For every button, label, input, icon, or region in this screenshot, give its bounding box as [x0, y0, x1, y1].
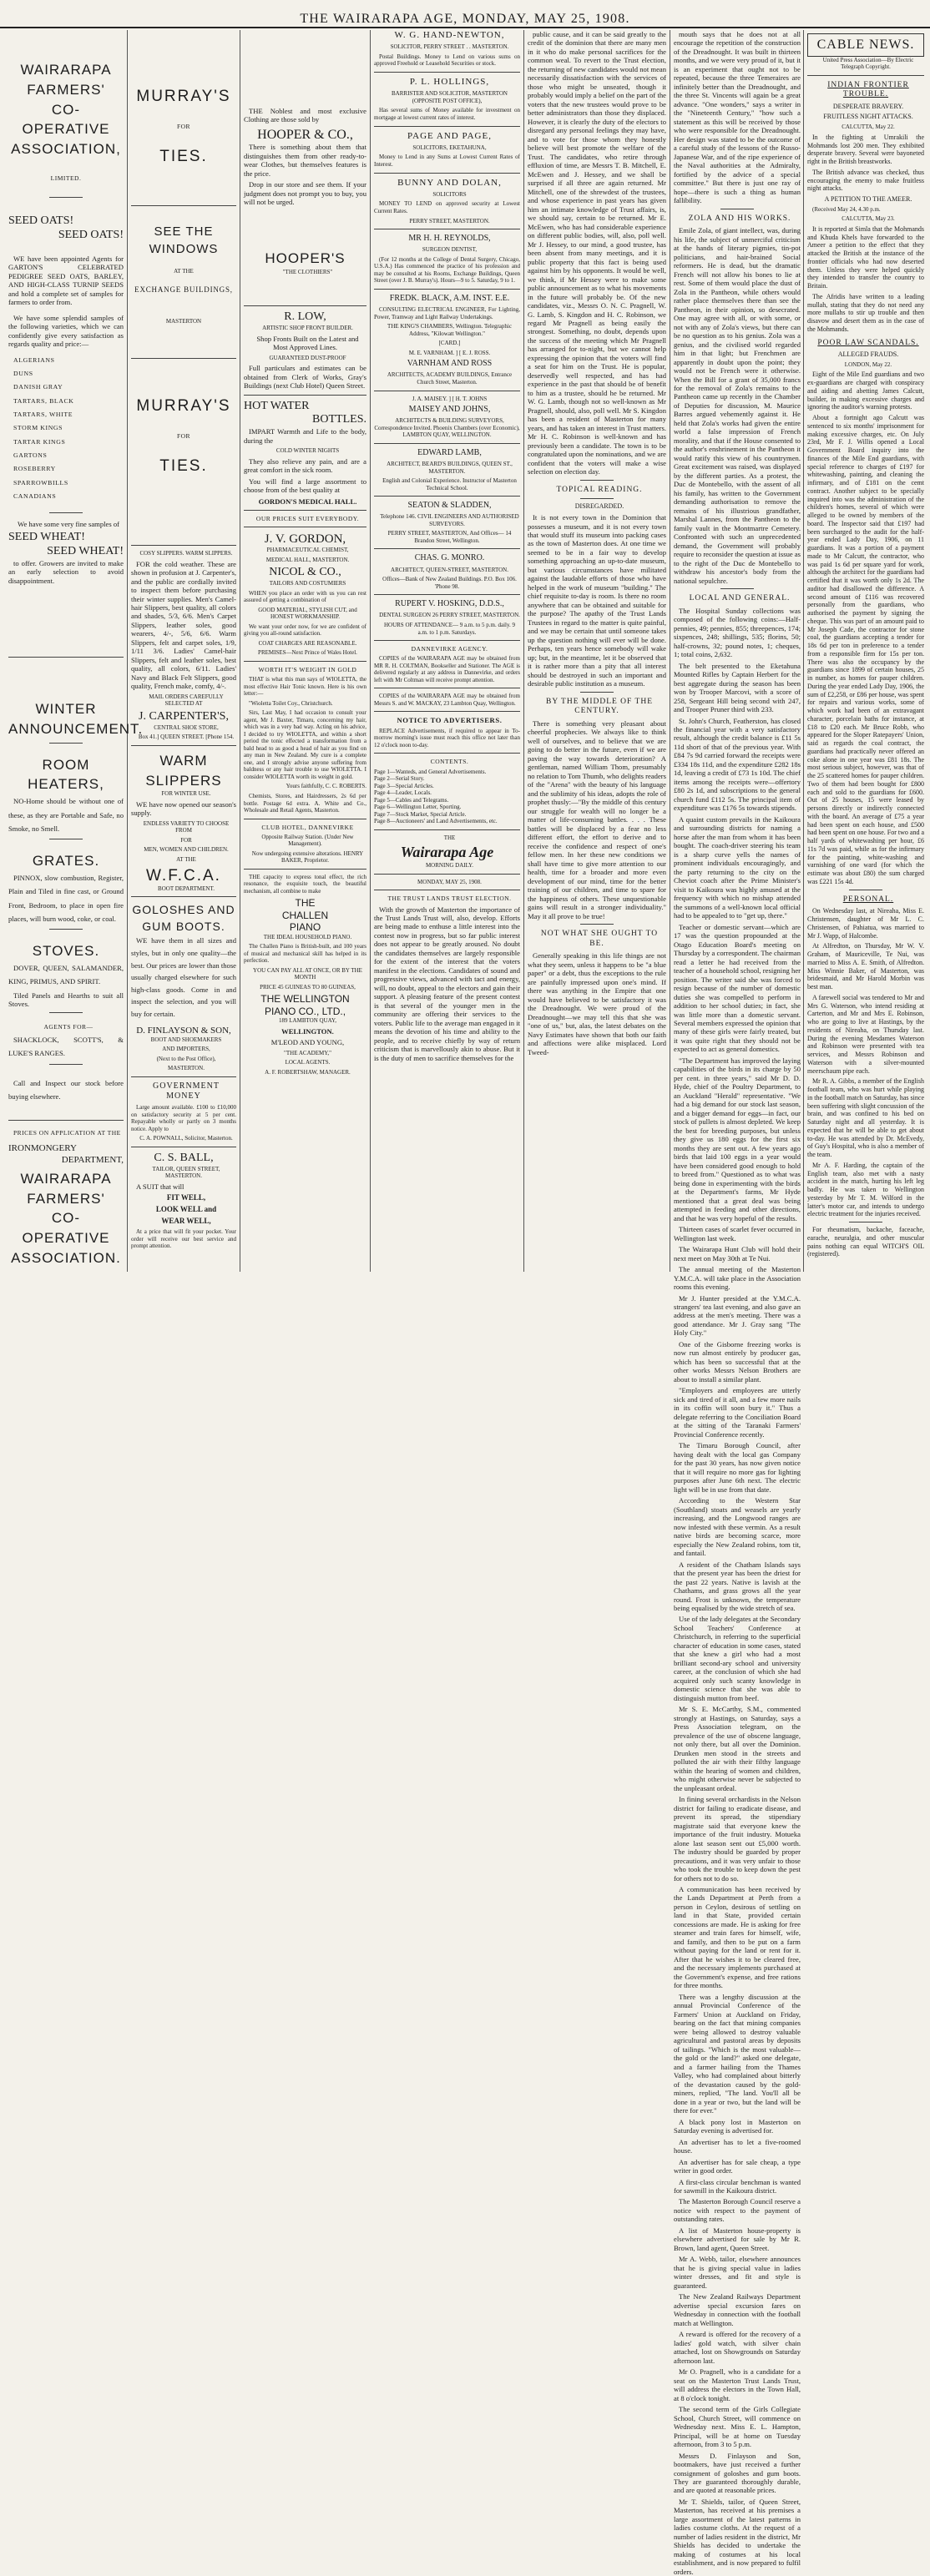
- local-note: A reward is offered for the recovery of a ladies' gold watch, with silver chain attached, lost on Showgrounds on Saturday afternoon last.: [674, 2330, 801, 2365]
- article-body: mouth says that he does not at all encourage the repetition of the construction of the Dreadnought. It was built in thirteen months, and we were very proud of it, but it is an experiment that ought not to be repeated, because the three Temeraires are infinitely better than the Dreadnought, and the three St. Vincents will again be a great advance. "One wonders," says a writer in the "Nineteenth Century," "how such a statement as this will be received by those who were responsible for the Dreadnought. Her design was stated to be the outcome of a careful study of the lessons of the Russo-Japanese War, and of the ripe experience of the Naval authorities at the Admiralty, fortified by the advice of a special committee." But there is just one ray of hope—there is such a thing as human fallibility.: [674, 30, 801, 205]
- piano-heading: PIANO: [289, 921, 321, 934]
- ought-heading: NOT WHAT SHE OUGHT TO BE.: [540, 930, 659, 948]
- slippers-heading: SLIPPERS: [145, 772, 222, 789]
- oats-body: We have some splendid samples of the following varieties, which we can confidently give every satisfaction as regards quality and price:—: [8, 313, 124, 349]
- personal-body: Mr R. A. Gibbs, a member of the English football team, who was hurt while playing in the football match on Saturday, has since been suffering with slight concussion of the brain, and was confined to his bed on Saturday night and all yesterday. It is expected that he will be able to get about to-day. He was attended by Dr. McEvedy, of Guy's Hospital, who is also a member of the team.: [807, 1077, 924, 1159]
- column-rule: [127, 30, 128, 1272]
- column-1: [8, 30, 144, 1272]
- worth-quote: "Wioletta Toilet Coy., Christchurch.: [249, 699, 333, 707]
- wfca-title-line: CO-OPERATIVE: [22, 1210, 110, 1247]
- room-heaters-heading: ROOM HEATERS,: [28, 756, 104, 793]
- local-note: Messrs D. Finlayson and Son, bootmakers, have just received a further consignment of goloshes and gum boots. They are guaranteed thoroughly durable, and are quoted at reasonable prices.: [674, 2451, 801, 2495]
- ball-sub: TAILOR, QUEEN STREET, MASTERTON.: [152, 1165, 220, 1180]
- cable-news-box: [807, 33, 924, 57]
- contents-item: Page 7—Stock Market, Special Article.: [374, 810, 467, 818]
- wfca-title-line: WAIRARAPA: [20, 62, 112, 78]
- notice-heading: NOTICE TO ADVERTISERS.: [397, 716, 503, 725]
- hoopers-heading: HOOPER'S: [265, 250, 346, 266]
- club-heading: CLUB HOTEL, DANNEVIRKE: [261, 823, 354, 831]
- contents-item: Page 1—Wanteds, and General Advertisements.: [374, 768, 487, 775]
- dateline: LONDON, May 22.: [844, 360, 892, 368]
- card-label: [CARD.]: [438, 340, 461, 347]
- oat-varieties: [8, 354, 124, 504]
- black-heading: FREDK. BLACK, A.M. INST. E.E.: [389, 293, 510, 303]
- hooper-body: Drop in our store and see them. If your judgment does not prompt you to buy, you will not be urged.: [244, 180, 366, 207]
- article-body: There is something very pleasant about cheerful prophecies. We always like to think well of ourselves, and to believe that we are going to do better in the future, even if we are paving the way towards deterioration? A gentleman, named William Thom, presumably no relation to Tom Thumb, who delights readers of the "Arena" with the beauty of his language and the sublimity of his ideas, adopts the role of prophet thusly:—"By the middle of this century our struggle for wealth will no longer be a matter of life-consuming battles. . . . These battles will be displaced by a fear no less different effort, the effort to derive and to receive the confidence and respect of one's fellow men. In her these new conditions we shall have time to give more attention to our health, time for a broader and more even development of our mind, time for the better training of our children, and time to spare for the happiness of others. These unquestionable gains will result in a stronger individuality." May it all prove to be true!: [528, 718, 666, 920]
- exchange-label: EXCHANGE BUILDINGS,: [134, 285, 233, 294]
- bunny-body: MONEY TO LEND on approved security at Lowest Current Rates.: [374, 200, 520, 214]
- column-8: [807, 30, 924, 1272]
- local-general-heading: LOCAL AND GENERAL.: [689, 594, 791, 603]
- stoves-heading: STOVES.: [32, 943, 100, 960]
- page-heading: PAGE AND PAGE,: [407, 130, 492, 141]
- mleod-line: M'LEOD AND YOUNG,: [270, 1038, 345, 1047]
- local-note: One of the Gisborne freezing works is now run almost entirely by producer gas, which has been so successful that at the other works Messrs Nelson Brothers are about to install a similar plant.: [674, 1339, 801, 1384]
- men-women-children: MEN, WOMEN AND CHILDREN.: [144, 846, 229, 854]
- reynolds-heading: MR H. H. REYNOLDS,: [408, 234, 491, 244]
- finlayson-line: AND IMPORTERS,: [162, 1046, 210, 1053]
- monro-line: ARCHITECT, QUEEN-STREET, MASTERTON.: [391, 566, 508, 573]
- warm-heading: WARM: [159, 752, 208, 769]
- club-line: Opposite Railway Station. (Under New Management).: [261, 833, 354, 848]
- contents-list: [374, 769, 520, 825]
- gum-body: WE have them in all sizes and styles, but in only one quality—the best. Our prices are lower than those usually charged elsewhere for such high-class goods. Come in and inspect the selection, and you will buy for certain.: [131, 936, 236, 1019]
- chambers-line: THE KING'S CHAMBERS, Wellington. Telegraphic Address, "Kilowatt Wellington.": [387, 323, 512, 337]
- ironmongery-label: IRONMONGERY: [8, 1143, 77, 1154]
- local-note: "Employers and employees are utterly sick and tired of it all, and a few more nails in its coffin will soon bury it." Thus a delegate referring to the Conciliation Board at the sitting of the Taranaki Farmers' Provincial Conference recently.: [674, 1386, 801, 1439]
- warm-body: WE have now opened our season's supply.: [131, 799, 236, 818]
- personal-body: On Wednesday last, at Nireaha, Miss E. Christensen, daughter of Mr L. C. Christensen, of Pahiatua, was married to Mr J. Wapp, of Halcombe.: [807, 907, 924, 940]
- seed-wheat-heading: SEED WHEAT!: [8, 531, 85, 543]
- wfca-ad-top: [8, 60, 124, 585]
- worth-body: Chemists, Stores, and Hairdressers, 2s 6d per bottle. Postage 6d extra. A. White and Co., Wholesale and Retail Agents, Masterton.: [244, 793, 366, 814]
- local-note: Use of the lady delegates at the Secondary School Teachers' Conference at Christchurch, in referring to the superficial character of education in some cases, stated that she knew a girl who had a most brilliant second-ary school and university career, at the conclusion of which she had acquired only such scanty knowledge in domestic science that she was able to distinguish mutton from beef.: [674, 1615, 801, 1702]
- disregarded-heading: DISREGARDED.: [574, 502, 624, 511]
- local-note: The New Zealand Railways Department advertise special excursion fares on Wednesday in connection with the football match at Wellington.: [674, 2292, 801, 2327]
- cosy-body: FOR the cold weather. These are shown in profusion at J. Carpenter's, and the public are cordially invited to inspect them before purchasing their winter supplies. Men's Camel-hair Slippers, best quality, all colors and shades, 5/3, 6/6. Men's Carpet Slippers, leather soles, good wearers, 4/-, 5/6, 6/6. Warm Slippers, felt and carpet soles, 1/9, 1/11 3/6. Ladies' Camel-hair Slippers, felt and leather soles, best quality, all colors, 6/11. Ladies' Navy and Black Felt Slippers, good quality, French make, comfy, 4/-.: [131, 559, 236, 691]
- nicol-heading: NICOL & CO.,: [269, 566, 341, 579]
- at-the-label: AT THE: [176, 855, 196, 863]
- worth-heading: WORTH IT'S WEIGHT IN GOLD: [258, 665, 357, 673]
- variety-item: ROSEBERRY: [13, 465, 56, 473]
- dust-proof: GUARANTEED DUST-PROOF: [269, 354, 346, 361]
- page-body: Money to Lend in any Sums at Lowest Current Rates of Interest.: [374, 154, 520, 168]
- finlayson-line: (Next to the Post Office),: [156, 1055, 216, 1062]
- trust-body: With the growth of Masterton the importance of the Trust Lands Trust will, also, develop. Efforts are being made to enthuse a little interest into the contest now in progress, but so far public interest does not appear to be greatly aroused. No doubt the candidates themselves are largely responsible for the extent of the interest that the voters manifest in the elections. Candidates of sound and progressive views, advanced with tact and energy, will, no doubt, appeal to the electors and gain their support. A pleasing feature of the present contest is that several of the younger men in the community are offering their services to the voters. Public life to the average man engaged in it means the devotion of his time and ability to the people, and to receive chiefly by way of return criticism that is marvellously akin to abuse. But it is the duty of men to sacrifice themselves for the: [374, 905, 520, 1062]
- local-note: The Wairarapa Hunt Club will hold their next meet on May 30th at Te Nui.: [674, 1245, 801, 1263]
- agents-label: AGENTS FOR—: [43, 1022, 94, 1031]
- nicol-line: COAT CHARGES ARE REASONABLE.: [258, 639, 357, 647]
- wfca-title-line: FARMERS': [27, 81, 105, 98]
- column-2: [131, 30, 236, 1272]
- price-range: PRICE 45 GUINEAS TO 80 GUINEAS,: [260, 983, 356, 991]
- ideal-piano: THE IDEAL HOUSEHOLD PIANO.: [263, 933, 352, 940]
- morning-daily: MORNING DAILY.: [425, 862, 474, 870]
- poorlaw-heading: POOR LAW SCANDALS.: [817, 338, 919, 347]
- finlayson-line: BOOT AND SHOEMAKERS: [150, 1036, 222, 1043]
- contents-item: Page 2—Serial Story.: [374, 775, 425, 783]
- seed-oats-heading: SEED OATS!: [58, 228, 124, 241]
- contents-heading: CONTENTS.: [430, 758, 469, 766]
- wheat-body: to offer. Growers are invited to make an early selection to avoid disappointment.: [8, 558, 124, 585]
- contents-item: Page 6—Wellington Letter, Sporting.: [374, 804, 462, 811]
- low-sub: ARTISTIC SHOP FRONT BUILDER.: [262, 325, 353, 332]
- contents-item: Page 8—Auctioneers' and Land Advertisements, etc.: [374, 818, 498, 825]
- article-body: The belt presented to the Eketahuna Mounted Rifles by Captain Herbert for the best aggregate during the season has been won by Trooper Marcovi, with a score of 258, Sergeant Hill being second with 247, and Trooper Pruner third with 233.: [674, 661, 801, 714]
- pay-once: YOU CAN PAY ALL AT ONCE, OR BY THE MONTH: [253, 966, 362, 981]
- see-windows-heading: SEE THE WINDOWS: [149, 224, 219, 256]
- challen-heading: CHALLEN: [281, 909, 329, 921]
- lamb-heading: EDWARD LAMB,: [417, 447, 482, 457]
- endless-variety: ENDLESS VARIETY TO CHOOSE FROM: [143, 819, 230, 834]
- witchs-oil-ad: For rheumatism, backache, faceache, earache, neuralgia, and other muscular pains nothing can equal WITCH'S OIL (registered).: [807, 1226, 924, 1258]
- middle-century-heading: BY THE MIDDLE OF THE CENTURY.: [545, 697, 654, 716]
- hot-water-heading: HOT WATER: [244, 399, 310, 412]
- nicol-line: TAILORS AND COSTUMIERS: [269, 580, 346, 587]
- varnham-heading: VARNHAM AND ROSS: [407, 359, 493, 369]
- agents-body: SHACKLOCK, SCOTT'S, & LUKE'S RANGES.: [8, 1035, 124, 1058]
- local-note: Mr A. Webb, tailor, elsewhere announces that he is giving special value in ladies winter dresses, and fit and style is guaranteed.: [674, 2255, 801, 2290]
- prices-text: PRICES ON APPLICATION AT THE: [13, 1129, 121, 1137]
- limited-label: LIMITED.: [50, 174, 82, 182]
- variety-item: ALGERIANS: [13, 355, 55, 364]
- local-note: Thirteen cases of scarlet fever occurred in Wellington last week.: [674, 1225, 801, 1243]
- grates-heading: GRATES.: [32, 853, 100, 870]
- department-label: DEPARTMENT,: [61, 1154, 124, 1165]
- variety-item: DANISH GRAY: [13, 383, 63, 391]
- newton-body: Postal Buildings. Money to Lend on various sums on approved Freehold or Leasehold Securities or stock.: [374, 53, 520, 68]
- murrays-heading: MURRAY'S: [136, 88, 231, 105]
- prices-suit: OUR PRICES SUIT EVERYBODY.: [255, 515, 360, 523]
- column-3: [244, 30, 366, 1272]
- variety-item: GARTONS: [13, 451, 48, 460]
- personal-body: A farewell social was tendered to Mr and Mrs G. Waterson, who intend residing at Carterton, and Mr and Mrs E. Robinson, who are going to live at Hastings, by the residents of Nireaha, on Thursday last. During the evening Mesdames Waterson and Robinson were presented with tea services, and Messrs Robinson and Waterson with a silver-mounted meerschaum pipe each.: [807, 993, 924, 1075]
- maisey-heading: MAISEY AND JOHNS,: [408, 405, 491, 415]
- ties-heading: TIES.: [159, 148, 208, 166]
- bottles-body: IMPART Warmth and Life to the body, during the: [244, 427, 366, 445]
- masterton-label: MASTERTON: [165, 317, 202, 325]
- fruitless-sub: FRUITLESS NIGHT ATTACKS.: [823, 113, 913, 121]
- cable-body: It is reported at Simla that the Mohmands and Khuda Khels have forwarded to the Ameer a petition to the effect that they attacked the British at the instance of the frontier officials who had now deserted them. Unless they were helped quickly they intended to transfer the country to Britain.: [807, 224, 924, 290]
- hosking-line: HOURS OF ATTENDANCE— 9 a.m. to 5 p.m. daily. 9 a.m. to 1 p.m. Saturdays.: [383, 621, 516, 636]
- gordon-line: MEDICAL HALL, MASTERTON.: [265, 556, 350, 563]
- trust-heading: THE TRUST LANDS TRUST ELECTION.: [387, 895, 512, 903]
- the-label: THE: [443, 834, 456, 841]
- carpenter-heading: J. CARPENTER'S,: [139, 709, 229, 723]
- newton-heading: W. G. HAND-NEWTON,: [394, 30, 505, 40]
- local-agents: LOCAL AGENTS.: [285, 1059, 331, 1066]
- wfca-title-line: ASSOCIATION,: [11, 141, 121, 158]
- finlayson-line: MASTERTON.: [168, 1065, 205, 1072]
- winter-use: FOR WINTER USE.: [161, 790, 211, 798]
- cold-nights: COLD WINTER NIGHTS: [275, 447, 340, 455]
- variety-item: STORM KINGS: [13, 424, 63, 432]
- at-the-label: AT THE: [174, 268, 194, 275]
- hooper-body: THE Noblest and most exclusive Clothing are those sold by: [244, 107, 366, 124]
- bravery-sub: DESPERATE BRAVERY.: [832, 102, 904, 110]
- suit-text: A SUIT that will: [136, 1182, 184, 1191]
- ball-heading: C. S. BALL,: [154, 1152, 214, 1164]
- column-rule: [803, 30, 804, 1272]
- article-body: It is not every town in the Dominion that possesses a museum, and it is not every town that would stuff its museum into packing cases as the town of Masterton does. At one time we seemed to be in a fair way to develop something approaching an up-to-date museum, but various circumstances have militated against the laudable efforts of those who have helped in the work of museum "building." The chief requisite to-day is room. Is there no room anywhere that can be obtained and suitable for the purpose? The apathy of the Trust Lands Trustees in regard to the matter is quite painful, and we may be certain that until someone takes up the question nothing will ever will be done. Perhaps, ten years hence somebody will wake up; but, in the meantime, let it be observed that it is rather more than a pity that all interest should be destroyed in such an important and desirable public institution as a museum.: [528, 513, 666, 688]
- murrays-ad: [131, 30, 236, 180]
- monro-line: Offices—Bank of New Zealand Buildings. P.O. Box 106. 'Phone 98.: [382, 576, 517, 590]
- copies-body: COPIES of the WAIRARAPA AGE may be obtained from MR R. H. COLTMAN, Bookseller and Stationer. The AGE is delivered regularly at any address in Dannevirke, and orders left with Mr Coltman will receive prompt attention.: [374, 655, 520, 683]
- topical-heading: TOPICAL READING.: [556, 485, 643, 494]
- monro-heading: CHAS. G. MONRO.: [414, 553, 485, 563]
- clothiers-label: "THE CLOTHIERS": [282, 268, 333, 275]
- hosking-line: DENTAL SURGEON 26 PERRY STREET, MASTERTON.: [379, 612, 520, 619]
- bunny-line: PERRY STREET, MASTERTON.: [409, 217, 490, 224]
- column-rule: [523, 30, 524, 1272]
- cable-news-heading: CABLE NEWS.: [816, 38, 915, 52]
- contents-item: Page 4—Leader, Locals.: [374, 789, 432, 797]
- alleged-sub: ALLEGED FRAUDS.: [837, 350, 899, 359]
- personal-body: At Alfredton, on Thursday, Mr W. V. Graham, of Mauriceville, Te Nui, was married to Miss A. E. Smith, of Alfredton. Miss Winnie Baker, of Masterton, was bridesmaid, and Mr Harold Morbin was best man.: [807, 942, 924, 991]
- call-text: Call and Inspect our stock before buying elsewhere.: [8, 1078, 124, 1101]
- govt-money-heading: GOVERNMENT MONEY: [153, 1081, 220, 1101]
- varnham-line: ARCHITECTS, ACADEMY BUILDINGS, Entrance Church Street, Masterton.: [387, 371, 513, 386]
- for-label: FOR: [176, 432, 191, 441]
- column-5: [528, 30, 666, 1272]
- masthead: THE WAIRARAPA AGE, MONDAY, MAY 25, 1908.: [0, 0, 930, 28]
- wpc-heading: THE WELLINGTON PIANO CO., LTD.,: [260, 993, 350, 1017]
- cable-body: About a fortnight ago Calcutt was sentenced to six months' imprisonment for making excessive charges, etc. On July 23rd, Mr F. J. Willis opened a Local Government Board inquiry into the finances of the Mile End guardians, with special reference to charges of £197 for whitewashing, painting, and cleaning the infirmary, and of £181 on the cemt contract. Another subject to be specially inquired into was the administration of the children's homes, several of which were alleged to be owned by members of the board. The Inspector said that £197 had been surcharged to the audit for the half-year ended Lady Day, 1906, on 11 guardians. It was a portion of a payment made to Mr Calcutt, the contractor, who was paid 1s 6d per square yard for work, although the architect for the guardians had certified that it was worth only 1s 2d. The auditor had disallowed the difference. A second amount of £116 was recovered personally from the guardians, who authorised the payment by signing the cheque. This was part of an amount paid to Mr Joseph Cade, the contractor for stone coal, the guardians accepting a tender for 18s 6d per ton in preference to a tender from a responsible firm for 15s per ton. There was also the occupancy by the guardians since 1899 of certain houses, 25 in number, as homes for pauper children. During the year ended Lady Day, 1906, the sum of £2,258, or £86 per house, was spent for repairs and various works, some of which work had been of an extravagant character, porcelain baths for instance, at £18 to £20 each. Mr Bruce Robb, who appeared for the Sloper Ratepayers' Union, said as regards the coal contract, the guardians had practically never offered an coke alone in one year was £81 18s. The most serious subject, however, was that of the 25 scattered homes for pauper children. Two of them had been bought for £800 each and sold to the guardians for £600. Out of 25 houses, 15 were leased by persons directly or indirectly connected with the board. An average of £75 a year had been spent on each house, and £500 had been spent on one house. For two and a half yards of whitewashing per hour, £6 11s 7d was paid, while as for the infirmary for the painting, white-washing and varnishing of one ward (for which the estimate was about £80) the sum charged was £221 15s 4d.: [807, 414, 924, 885]
- wpc-line: 189 LAMBTON QUAY,: [279, 1017, 336, 1025]
- worth-sign: Yours faithfully, C. C. ROBERTS.: [286, 783, 366, 790]
- hosking-heading: RUPERT V. HOSKING, D.D.S.,: [395, 599, 504, 609]
- murrays-ad-2: [131, 363, 236, 505]
- stoves-body: Tiled Panels and Hearths to suit all Stoves.: [8, 991, 124, 1009]
- issue-date: MONDAY, MAY 25, 1908.: [417, 878, 482, 885]
- cosy-heading: COSY SLIPPERS. WARM SLIPPERS.: [139, 550, 233, 557]
- cable-body: The British advance was checked, thus encouraging the enemy to make fruitless night attacks.: [807, 168, 924, 193]
- bunny-heading: BUNNY AND DOLAN,: [397, 177, 502, 188]
- local-note: In fining several orchardists in the Nelson district for failing to eradicate disease, and prevent its spread, the stipendiary magistrate said that everyone knew the importance of the fruit industry. Motueka alone last season sent out £5,000 worth. The industry should be guarded by proper precautions, and it was very unfair to those who took the trouble to keep down the pest for others not to do so.: [674, 1795, 801, 1883]
- hollings-heading: P. L. HOLLINGS,: [409, 77, 490, 87]
- club-line: Now undergoing extensive alterations. HENRY BAKER, Proprietor.: [251, 849, 364, 865]
- variety-item: SPARROWBILLS: [13, 478, 68, 486]
- gum-boots-heading: GUM BOOTS.: [142, 919, 225, 933]
- winter-heading: WINTER: [35, 701, 97, 718]
- piano-body: THE capacity to express tonal effect, the rich resonance, the exquisite touch, the beautiful mechanism, all combine to make: [244, 873, 366, 895]
- article-body: "The Department has improved the laying capabilities of the birds in its charge by 50 per cent. in three years," said Mr D. D. Hyde, chief of the Poultry Department, to an Auckland "Herald" representative. "We had a big demand for our stock last season, and a bigger demand for eggs—in fact, our stock of pullets is almost depleted. We keep the best for breeding purposes, but unless they give us 180 eggs for the first six months they are sent out. A few years ago birds that laid 100 eggs in a year would have been considered good enough to hold to breed from." Questioned as to what was being done in experimenting with the birds at the Department's farms, Mr Hyde mentioned that a great deal was being attempted in feeding and other directions, and that he was very hopeful of the results.: [674, 1056, 801, 1222]
- hollings-line: BARRISTER AND SOLICITOR, MASTERTON (OPPOSITE POST OFFICE),: [392, 90, 508, 104]
- wfca-title-line: ASSOCIATION.: [11, 1249, 121, 1266]
- finlayson-heading: D. FINLAYSON & SON,: [136, 1025, 231, 1036]
- notice-body: REPLACE Advertisements, if required to appear in To-morrow morning's issue must reach this office not later than 12 o'clock noon to-day.: [374, 727, 520, 749]
- maisey-line: ARCHITECTS & BUILDING SURVEYORS, Correspondence Invited. Phoenix Chambers (over Economic), LAMBTON QUAY, WELLINGTON.: [374, 417, 520, 439]
- article-body: The Hospital Sunday collections was composed of the following coins:—Half-pennies, 49; pennies, 855; threepences, 174; sixpences, 248; shillings, 535; florins, 50; half-crowns, 32; pound notes, 1; cheques, 1; total coins, 2,632.: [674, 606, 801, 659]
- govt-body: Large amount available. £100 to £10,000 on satisfactory security at 5 per cent. Repayable wholly or partly on 3 months notice. Apply to: [131, 1104, 236, 1132]
- grates-body: PINNOX, slow combustion, Register, Plain and Tiled in fine cast, or Ground Front, Bedroom, to place in open fire places, will burn wood, coke, or coal.: [8, 874, 124, 923]
- reynolds-line: SURGEON DENTIST,: [422, 246, 478, 254]
- announcement-heading: ANNOUNCEMENT.: [8, 720, 144, 737]
- variety-item: DUNS: [13, 369, 33, 377]
- article-body: A quaint custom prevails in the Kaikoura and surrounding districts for naming a horse after the man from whom it has been bought. The coach-driver steering his team is a sharp curve yells the names of prominent individuals encouragingly, and the party returning to the city on the Cheviot coach after the Prime Minister's visit to Kaikoura was highly amused at the frequency with which no mishap attended the summons of a well-known local official had to be appealed to to "get up, there.": [674, 814, 801, 920]
- personal-body: Mr A. F. Harding, the captain of the English team, also met with a nasty accident in the match, hurting his left leg badly. He was taken to Wellington yesterday by Mr T. M. Wilford in the latter's motor car, and intends to undergo electric treatment for the injuries received.: [807, 1161, 924, 1218]
- gordon-hall: GORDON'S MEDICAL HALL.: [258, 497, 357, 506]
- local-note: Mr T. Shields, tailor, of Queen Street, Masterton, has received at his premises a large assortment of the latest patterns in ladies costume cloths. At the request of a number of ladies resident in the district, Mr Shields has decided to undertake the making of costumes at his local establishment, and is now prepared to fulfil orders.: [674, 2497, 801, 2576]
- worth-body: Sirs, Last May, I had occasion to consult your agent, Mr J. Baxter, Timaru, concerning my hair, which was in a very bad way. Acting on his advice, I decided to try WIOLETTA, and within a short period the tonic effected a transformation from a bald head to as good a head of hair as you find on any man in New Zealand. My cure is a complete one, and I strongly advise anyone suffering from baldness or any hair trouble to use WIOLETTA. I consider WIOLETTA worth its weight in gold.: [244, 709, 366, 780]
- gordon-line: PHARMACEUTICAL CHEMIST,: [266, 547, 349, 554]
- piano-body: The Challen Piano is British-built, and 100 years of musical and mechanical skill has helped in its perfection.: [244, 943, 366, 965]
- variety-item: TARTAR KINGS: [13, 437, 66, 446]
- fit-line: FIT WELL,: [166, 1193, 206, 1202]
- govt-name: C. A. POWNALL, Solicitor, Masterton.: [139, 1135, 233, 1142]
- wheat-intro: We have some very fine samples of: [18, 519, 119, 528]
- local-note: The Masterton Borough Council reserve a notice with respect to the payment of outstanding rates.: [674, 2197, 801, 2224]
- local-note: A communication has been received by the Lands Department at Perth from a person in Ceylon, desirous of settling on land in that State, provided certain concessions are made. He is asking for free steamer and train fares for himself, wife, and family, and then to be put on a farm without paying for the land or rent for it. After that he wishes it to be cleared free, and the necessary implements purchased at the Government's expense, and free rations for three months.: [674, 1885, 801, 1990]
- nicol-line: GOOD MATERIAL, STYLISH CUT, and HONEST WORKMANSHIP.: [258, 606, 357, 621]
- zola-heading: ZOLA AND HIS WORKS.: [688, 214, 791, 223]
- local-note: Mr J. Hunter presided at the Y.M.C.A. strangers' tea last evening, and also gave an address at the men's meeting. There was a good attendance. Mr J. Gray sang "The Holy City.": [674, 1293, 801, 1338]
- local-note: An advertiser has for sale cheap, a type writer in good order.: [674, 2157, 801, 2175]
- column-4: [374, 30, 520, 1272]
- robertshaw-line: A. F. ROBERTSHAW, MANAGER.: [265, 1068, 351, 1076]
- column-rule: [370, 30, 371, 1272]
- hollings-body: Has several sums of Money available for investment on mortgage at lowest current rates of interest.: [374, 107, 520, 121]
- variety-item: TARTARS, WHITE: [13, 411, 73, 418]
- contents-item: Page 3—Special Articles.: [374, 782, 434, 789]
- carpenter-box: Box 41.] QUEEN STREET. [Phone 154.: [138, 733, 235, 741]
- for-label: FOR: [180, 836, 192, 844]
- seed-wheat-heading: SEED WHEAT!: [47, 544, 124, 557]
- local-note: The second term of the Girls Collegiate School, Church Street, will commence on Wednesday next. Miss E. L. Hampton, Principal, will be at home on Tuesday afternoon, from 3 to 5 p.m.: [674, 2405, 801, 2449]
- local-note: The annual meeting of the Masterton Y.M.C.A. will take place in the Association rooms this evening.: [674, 1265, 801, 1292]
- seaton-line: PERRY STREET, MASTERTON, And Offices— 14 Brandon Street, Wellington.: [387, 530, 512, 544]
- article-body: public cause, and it can be said greatly to the credit of the dominion that there are many men in it who do make personal sacrifices for the common weal. To revert to the Trust election, the returning of new candidates would not mean necessarily dissatisfaction with the services of those who might be unseated, though it probably would imply a belief on the part of the voters that the new trustees would prove to be better administrators than those they displaced. However, it is clearly the duty of the electors to disregard any personal feelings they may have, and to vote for those whom they honestly believe will best promote the welfare of the Trust. The candidates, who retire through effluxion of time, are Messrs T. B. Mitchell, E. McEwen and J. Hessey, and we shall be surprised if all three are again returned. Mr Mitchell, one of the shrewdest of the trustees, and whose experience in past years has given him an intimate knowledge of Trust affairs, is, we should say, certain to be returned. Mr E. McEwen, who has had considerable experience on different public bodies, will, also, poll well. Mr J. Hessey, to our mind, a good trustee, has been absent from many meetings, and it is public property that this fact is being used against him by his opponents. It would be well, we think, if Mr Hessey were to make some public announcement as to what his movements in the future will probably be. Of the new candidates, viz., Messrs O. N. C. Pragnell, W. G. Lamb, S. Kingdon and H. C. Robinson, we regard Mr Pragnell as being easily the strongest. Something, no doubt, depends upon the success of the meeting which Mr Pragnell has arranged for to-night, but we cannot help expressing the opinion that the voters will find a seat for him on the Trust. He is popular, deservedly well respected, and has had experience in the past that should be of benefit to him as a trustee, should he be returned. Mr W. G. Lamb, though not so well-known as Mr Pragnell, should, also, poll well. Mr S. Kingdon has been a resident of Masterton for many years, and has taken an interest in Trust matters. Mr H. C. Robinson is well-known and has previously been a candidate. The town is to be congratulated upon the nominations, and we are confident that the voters will make a wise selection on election day.: [528, 30, 666, 476]
- received-line: (Received May 24, 4.30 p.m.: [812, 205, 881, 213]
- nicol-body: We want your order now, for we are confident of giving you all-round satisfaction.: [244, 623, 366, 638]
- local-note: A resident of the Chatham Islands says that the present year has been the driest for the past 22 years. Native is lavish at the Chathams, and grass grows all the year round. Frost is unknown, the temperature being equalised by the wide stretch of sea.: [674, 1560, 801, 1612]
- article-body: Emile Zola, of giant intellect, was, during his life, the subject of unmerciful criticism at the hands of literary pigmies, tin-pot politicians, and hair-brained Social reformers. He is dead, but the dramatic French will not allow his bones to lie at rest. Some of them would place the dust of Zola in the Pantheon, while others would rather place themselves there than see the Pantheon, in their opinion, so desecrated. One may agree with all, or with some, or not with any of Zola's views, but there can be no question as to his genius. Zola was a genius, and the civilised world regarded him in that light; but Frenchmen are apparently in doubt upon the point; they would not be French were it otherwise. When the Bill for a grant of 35,000 francs for the removal of Zola's remains to the Pantheon came up recently in the Chamber of Deputies for discussion, M. Maurice Barres argued vehemently against it. He held that Zola's works had given the entire world a false impression of French morality, and that if the House consented to the author's enshrinement in the Pantheon it would ratify this view of his countrymen. Great excitement was raised, was displayed by the different parties. As a protest, the Duc de Montebello, with the assent of all his family, has written to the Government demanding authorisation to remove the remains of his illustrious grandfather, Marshal Lannes, from the Pantheon to the family vault in the Montmartre Cemetery. Confronted with such an unprecedented demand, the Government will probably require to reconsider the question at issue as to the right of the Duc de Montebello to withdraw his ancestor's body from the national sepulchre.: [674, 226, 801, 585]
- ties-heading: TIES.: [159, 457, 208, 476]
- article-body: Teacher or domestic servant—which are 17 was the question propounded at the Otago Education Board's meeting on Thursday by a correspondent. The chairman read a letter he had received from the teacher of a household school, resigning her position. The writer said she was forced to resign because of the number of domestic duties she was compelled to perform in addition to her school duties; in fact, she was little more than a domestic servant. Several members expressed the opinion that many of these girls were fairly treated, but it was quite right that they should not be expected to act as general domestics.: [674, 922, 801, 1054]
- low-body: Full particulars and estimates can be obtained from Clerk of Works, Gray's Buildings (next Club Hotel) Queen Street.: [244, 364, 366, 391]
- seaton-heading: SEATON & SLADDEN,: [407, 501, 492, 511]
- cable-body: The Afridis have written to a leading mullah, stating that they do not need any more mullahs to stir up trouble and then disavow and desert them as in the case of the Mohmands.: [807, 292, 924, 333]
- column-6: [674, 30, 801, 2576]
- local-note: A list of Masterton house-property is elsewhere advertised for sale by Mr R. Brown, land agent, Queen Street.: [674, 2226, 801, 2252]
- worth-body: THAT is what this man says of WIOLETTA, the most effective Hair Tonic known. Here is his own letter:—: [244, 676, 366, 698]
- seed-oats-heading: SEED OATS!: [8, 214, 74, 228]
- variety-item: TARTARS, BLACK: [13, 396, 74, 405]
- bottles-body: You will find a large assortment to choose from of the best quality at: [244, 476, 366, 495]
- murrays-heading: MURRAY'S: [136, 397, 231, 416]
- cable-body: In the fighting at Umrakili the Mohmands lost 200 men. They exhibited desperate bravery. Several were bayoneted right in the British breastworks.: [807, 133, 924, 166]
- fit-line: WEAR WELL,: [161, 1217, 211, 1226]
- newton-line: SOLICITOR, PERRY STREET . . MASTERTON.: [390, 43, 509, 51]
- local-note: Mr S. E. McCarthy, S.M., commented strongly at Hastings, on Saturday, says a Press Association telegram, on the prevalence of the use of obscene language, not only there, but all over the Dominion. Drunken men stood in the streets and polluted the air with their filthy language within the hearing of women and children, who might otherwise never be subjected to the unpleasant ordeal.: [674, 1705, 801, 1792]
- heaters-body: NO-Home should be without one of these, as they are Portable and Safe, no Smoke, no Smell.: [8, 797, 124, 833]
- low-heading: R. LOW,: [284, 310, 326, 324]
- hooper-heading: HOOPER & CO.,: [257, 127, 353, 142]
- lamb-line: English and Colonial Experience. Instructor of Masterton Technical School.: [382, 477, 517, 492]
- goloshes-heading: GOLOSHES AND: [132, 903, 235, 917]
- bottles-heading: BOTTLES.: [312, 413, 366, 426]
- hooper-body: There is something about them that distinguishes them from other ready-to-wear Clothes, but themselves features is the price.: [244, 143, 366, 178]
- local-note: A first-class circular benchman is wanted for sawmill in the Kaikoura district.: [674, 2177, 801, 2195]
- wfca-title-line: FARMERS': [27, 1190, 105, 1207]
- bunny-line: SOLICITORS: [432, 190, 467, 198]
- for-label: FOR: [176, 123, 191, 131]
- wfca-title-line: WAIRARAPA: [20, 1170, 112, 1187]
- nicol-body: WHEN you place an order with us you can rest assured of getting a combination of: [244, 589, 366, 604]
- reynolds-body: (For 12 months at the College of Dental Surgery, Chicago, U.S.A.) Has commenced the practice of his profession and may be consulted at his Rooms, Exchange Buildings, Queen Street (over J. B. Murray's). Hours—9 to 5. Saturday, 9 to 1.: [374, 255, 520, 285]
- petition-sub: A PETITION TO THE AMEER.: [824, 195, 912, 204]
- page-line: SOLICITORS, EKETAHUNA,: [412, 144, 487, 151]
- wpc-line: WELLINGTON.: [281, 1026, 334, 1036]
- local-note: Mr O. Pragnell, who is a candidate for a seat on the Masterton Trust Lands Trust, will address the electors in the Town Hall, at 8 o'clock tonight.: [674, 2367, 801, 2402]
- academy-line: "THE ACADEMY,": [284, 1049, 331, 1056]
- boot-dept: BOOT DEPARTMENT.: [158, 885, 215, 892]
- low-body: Shop Fronts Built on the Latest and Most Approved Lines.: [256, 334, 359, 352]
- local-note: A black pony lost in Masterton on Saturday evening is advertised for.: [674, 2117, 801, 2135]
- bottles-body: They also relieve any pain, and are a great comfort in the sick room.: [244, 456, 366, 475]
- wfca-title-line: CO-OPERATIVE: [22, 101, 110, 138]
- cable-body: Eight of the Mile End guardians and two ex-guardians are charged with conspiracy and aiding and abetting James Calcutt, builder, in making excessive charges and ignoring the auditor's warning protests.: [807, 371, 924, 411]
- wfca-heading: W.F.C.A.: [146, 866, 221, 885]
- hooper-ad: [244, 30, 366, 215]
- newspaper-flag: Wairarapa Age: [400, 844, 494, 861]
- lamb-line: ARCHITECT, BEARD'S BUILDINGS, QUEEN ST., MASTERTON.: [387, 461, 513, 475]
- varnham-names: M. E. VARNHAM. ] [ E. J. ROSS.: [408, 349, 491, 356]
- local-note: According to the Western Star (Southland) stoats and weasels are yearly increasing, and the Longwood ranges are now infested with these vermin. As a result native birds are becoming scarce, more especially the New Zealand robins, tom tit, and fantail.: [674, 1496, 801, 1558]
- local-note: An advertiser has to let a five-roomed house.: [674, 2137, 801, 2155]
- seaton-line: Telephone 146. CIVIL ENGINEERS AND AUTHORISED SURVEYORS.: [380, 513, 519, 527]
- the-label: THE: [295, 897, 316, 910]
- nicol-line: PREMISES—Next Prince of Wales Hotel.: [258, 649, 357, 657]
- maisey-names: J. A. MAISEY. ] [ H. T. JOHNS: [412, 395, 488, 402]
- cable-sub: United Press Association—By Electric Telegraph Copyright.: [822, 56, 914, 71]
- dateline: CALCUTTA, May 23.: [842, 215, 895, 223]
- copies-body: COPIES of the WAIRARAPA AGE may be obtained from Messrs S. and W. MACKAY, 23 Lambton Quay, Wellington.: [374, 693, 520, 707]
- fit-line: LOOK WELL and: [155, 1205, 217, 1214]
- oats-body: WE have been appointed Agents for GARTON'S CELEBRATED PEDIGREE SEED OATS, BARLEY, AND HIGH-CLASS TURNIP SEEDS and hold a complete set of samples for farmers to order from.: [8, 254, 124, 307]
- carpenter-address: CENTRAL SHOE STORE,: [154, 723, 219, 731]
- personal-heading: PERSONAL.: [842, 895, 894, 904]
- black-body: CONSULTING ELECTRICAL ENGINEER, For Lighting, Power, Tramway and Light Railway Undertakings.: [374, 306, 520, 320]
- indian-heading: INDIAN FRONTIER TROUBLE.: [827, 80, 909, 99]
- local-note: The Timaru Borough Council, after having dealt with the local gas Company for the past 30 years, has now given notice that it will require no more gas for lighting purposes after June 6th next. The electric light will be in use from that date.: [674, 1441, 801, 1494]
- dateline: CALCUTTA, May 22.: [842, 124, 895, 131]
- article-body: St. John's Church, Featherston, has closed the financial year with a very satisfactory result, although the credit balance is £11 5s 11d short of that of the previous year. With £84 7s 9d carried forward the receipts were £334 18s 11d, and the expenditure £282 18s 1d, leaving a credit of £73 1s 10d. The chief items among the receipts were—offertory £80 2s 1d, and subscriptions to the general church fund £112 5s. The principal item of expenditure was £176 5s towards stipends.: [674, 716, 801, 813]
- dannevirke-heading: DANNEVIRKE AGENCY.: [411, 645, 488, 653]
- fit-body: At a price that will fit your pocket. Your order will receive our best service and prompt attention.: [131, 1228, 236, 1250]
- variety-item: CANADIANS: [13, 492, 57, 501]
- gordon-heading: J. V. GORDON,: [264, 532, 346, 547]
- local-note: There was a lengthy discussion at the annual Provincial Conference of the Farmers' Union at Auckland on Friday, bearing on the fact that mining companies were being allowed to destroy valuable agricultural and pastoral areas by deposits of tailings. "Which is the most valuable—the gold or the land?" asked one delegate, and a farmer hailing from the Thames Valley, who had complained about bitterly of the devastation caused by the gold-miners, replied, "The land. You'll all be done in a year or two, but the land will be there for ever.": [674, 1992, 801, 2115]
- mail-orders: MAIL ORDERS CAREFULLY SELECTED AT: [149, 693, 224, 708]
- article-body: Generally speaking in this life things are not what they seem, unless it happens to be "a blue paper" or a debt, thus the exceptions to the rule are painfully impressed upon one's mind. If there was anything in the Empire that one would have believed to be satisfactory it was the Dreadnought. We were proud of the Dreadnought—we may tell this that she was "one of us," but, alas, the latest debates on the Navy Estimates have shown that both our faith and affections were alike misplaced. Lord Tweed-: [528, 951, 666, 1056]
- stoves-body: DOVER, QUEEN, SALAMANDER, KING, PRIMUS, AND SPIRIT.: [8, 964, 124, 986]
- contents-item: Page 5—Cables and Telegrams.: [374, 796, 449, 804]
